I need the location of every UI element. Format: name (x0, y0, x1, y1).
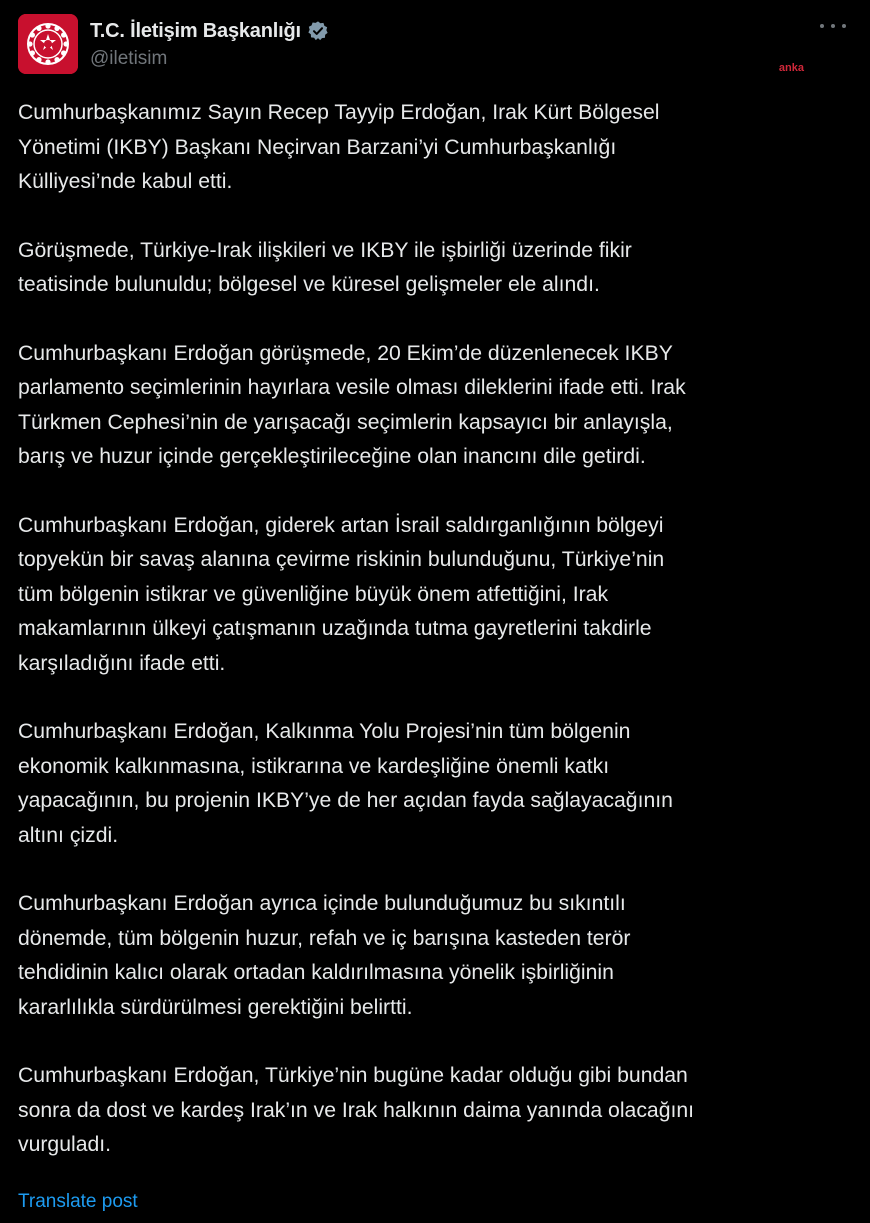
post-header (18, 14, 852, 74)
author-handle[interactable]: @iletisim (90, 48, 168, 69)
verified-badge-icon[interactable] (307, 20, 329, 42)
author-name-row (90, 18, 329, 44)
translate-post-link[interactable]: Translate post (18, 1191, 138, 1212)
more-dot (831, 24, 835, 28)
post-paragraph: Cumhurbaşkanı Erdoğan, Türkiye’nin bugüne kadar olduğu gibi bundan sonra da dost ve kardeş Irak’ın ve Irak halkının daima yanında olacağını vurguladı. (18, 1064, 695, 1156)
more-dot (842, 24, 846, 28)
post-text (18, 96, 854, 1197)
post-paragraph: Cumhurbaşkanı Erdoğan görüşmede, 20 Ekim’de düzenlenecek IKBY parlamento seçimlerinin hayırlara vesile olması dileklerini ifade etti. Irak Türkmen Cephesi’nin de yarışacağı seçimlerin kapsayıcı bir anlayışla, barış ve huzur içinde gerçekleştirileceğine olan inancını dile getirdi. (18, 341, 686, 468)
post-paragraph: Görüşmede, Türkiye-Irak ilişkileri ve IKBY ile işbirliği üzerinde fikir teatisinde bulunuldu; bölgesel ve küresel gelişmeler ele alındı. (18, 238, 632, 296)
post-paragraph: Cumhurbaşkanı Erdoğan, giderek artan İsrail saldırganlığının bölgeyi topyekün bir savaş alanına çevirme riskinin bulunduğunu, Türkiye’nin tüm bölgenin istikrar ve güvenliğine büyük önem atfettiğini, Irak makamlarının ülkeyi çatışmanın uzağında tutma gayretlerini takdirle karşıladığını ifade etti. (18, 513, 665, 675)
post-paragraph: Cumhurbaşkanımız Sayın Recep Tayyip Erdoğan, Irak Kürt Bölgesel Yönetimi (IKBY) Başkanı Neçirvan Barzani’yi Cumhurbaşkanlığı Külliyesi’nde kabul etti. (18, 101, 660, 193)
author-name[interactable]: T.C. İletişim Başkanlığı (90, 19, 301, 42)
post-paragraph: Cumhurbaşkanı Erdoğan, Kalkınma Yolu Projesi’nin tüm bölgenin ekonomik kalkınmasına, istikrarına ve kardeşliğine önemli katkı yapacağının, bu projenin IKBY’ye de her açıdan fayda sağlayacağının altını çizdi. (18, 720, 673, 847)
more-options-icon[interactable] (820, 16, 846, 36)
watermark-logo: anka (778, 62, 804, 74)
post-paragraph: Cumhurbaşkanı Erdoğan ayrıca içinde bulunduğumuz bu sıkıntılı dönemde, tüm bölgenin huzur, refah ve iç barışına kasteden terör tehdidinin kalıcı olarak ortadan kaldırılmasına yönelik işbirliğinin kararlılıkla sürdürülmesi gerektiğini belirtti. (18, 892, 631, 1019)
author-identity (90, 18, 329, 70)
seal-logo-icon[interactable] (18, 14, 78, 74)
more-dot (820, 24, 824, 28)
